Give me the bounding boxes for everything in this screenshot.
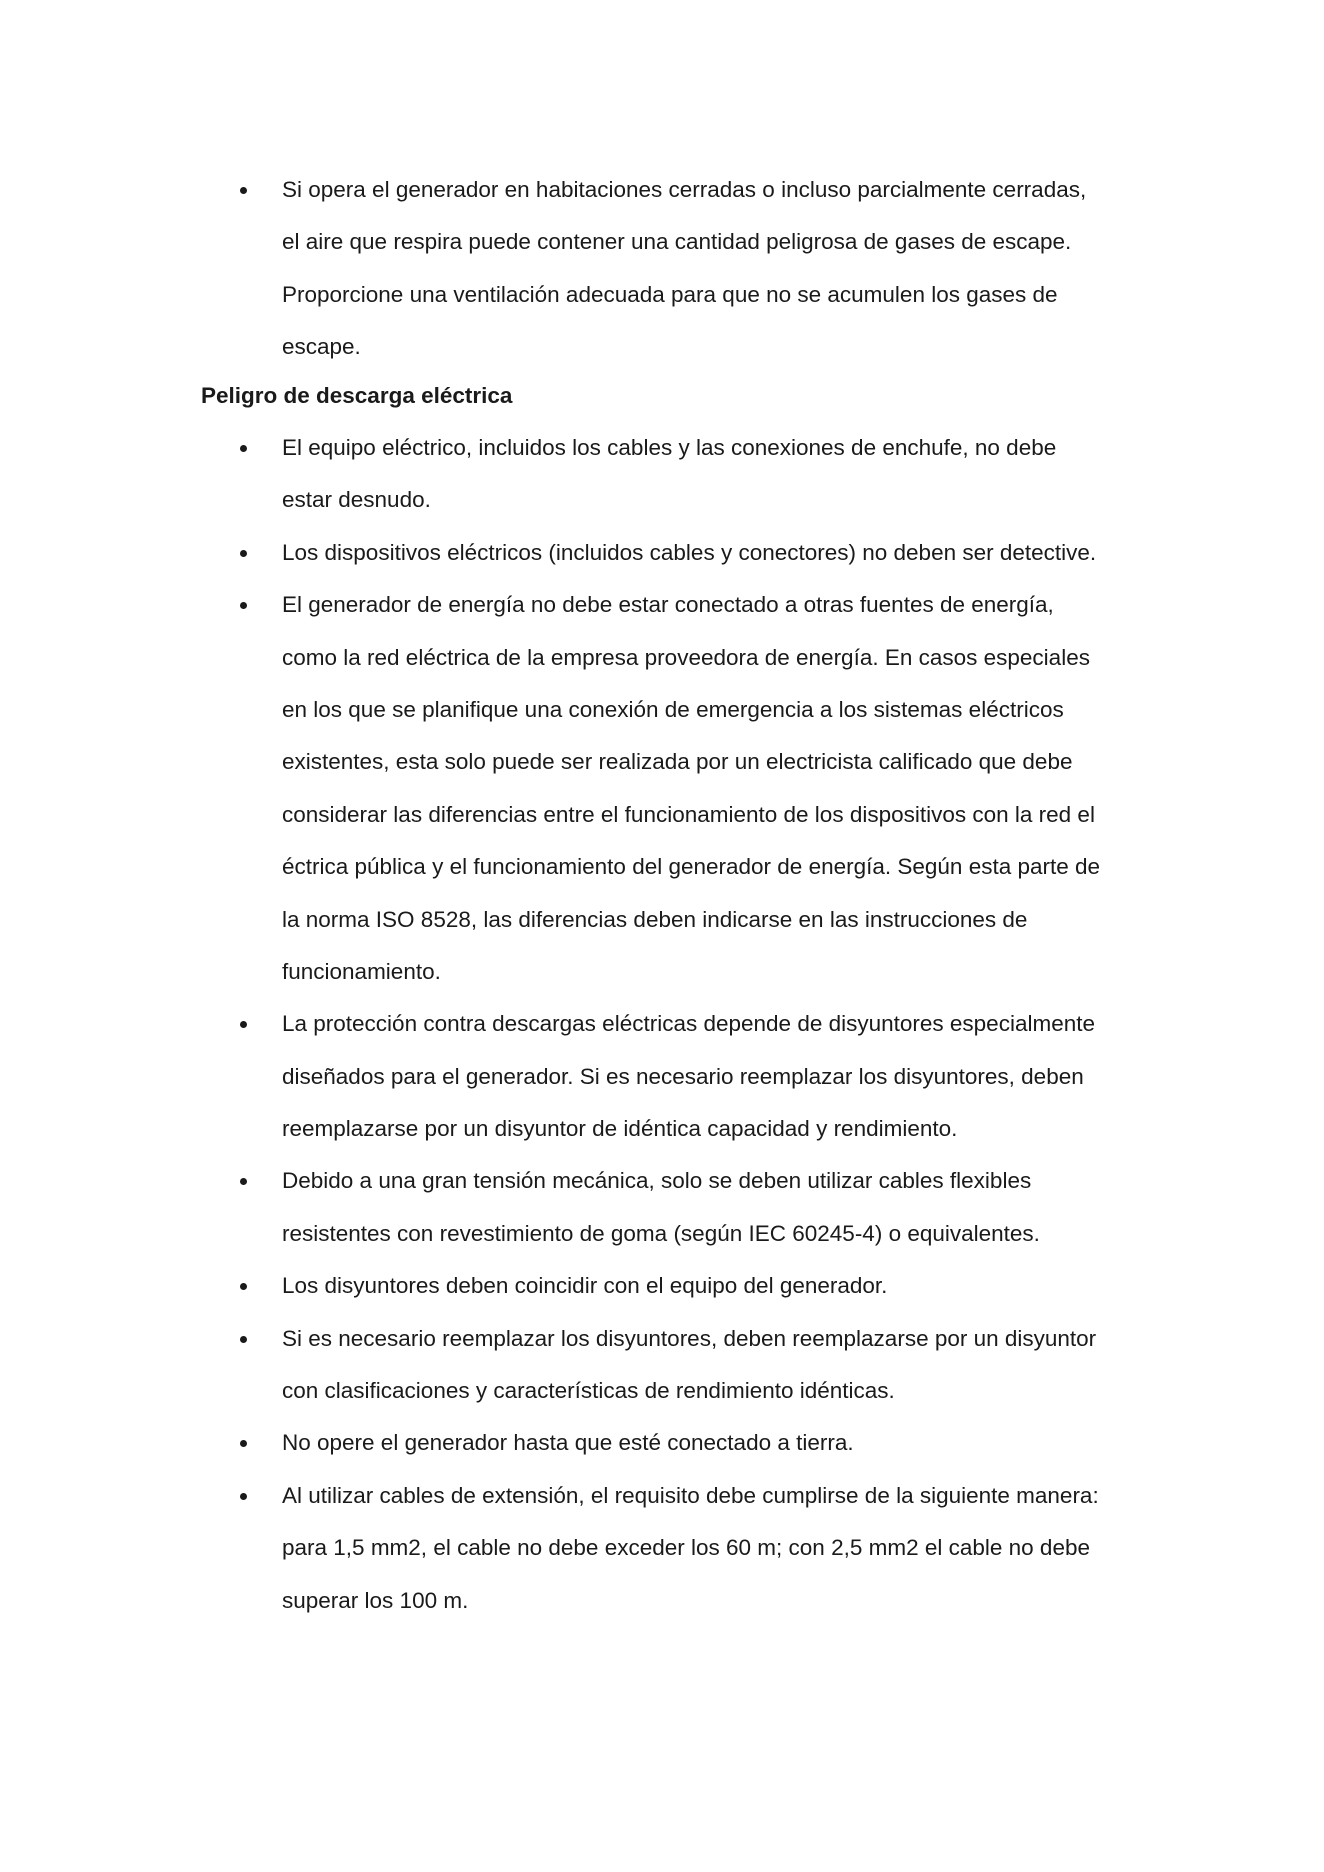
- list-item: [0, 1417, 1324, 1469]
- list-item: [0, 164, 1324, 374]
- text-line: para 1,5 mm2, el cable no debe exceder los 60 m; con 2,5 mm2 el cable no debe: [282, 1535, 1090, 1561]
- text-line: Al utilizar cables de extensión, el requisito debe cumplirse de la siguiente manera:: [282, 1482, 1099, 1508]
- text-line: Proporcione una ventilación adecuada para que no se acumulen los gases de: [282, 281, 1058, 307]
- text-line: diseñados para el generador. Si es necesario reemplazar los disyuntores, deben: [282, 1063, 1084, 1089]
- list-item: [0, 527, 1324, 579]
- text-line: funcionamiento.: [282, 958, 441, 984]
- text-line: reemplazarse por un disyuntor de idéntica capacidad y rendimiento.: [282, 1116, 958, 1142]
- text-line: Los disyuntores deben coincidir con el equipo del generador.: [282, 1273, 888, 1299]
- text-line: con clasificaciones y características de rendimiento idénticas.: [282, 1378, 895, 1404]
- bullet-icon: [240, 445, 247, 452]
- bullet-list-electric-shock: [0, 422, 1324, 1627]
- text-line: Si opera el generador en habitaciones cerradas o incluso parcialmente cerradas,: [282, 177, 1087, 202]
- text-line: la norma ISO 8528, las diferencias deben indicarse en las instrucciones de: [282, 906, 1028, 932]
- bullet-icon: [240, 1440, 247, 1447]
- text-line: considerar las diferencias entre el funcionamiento de los dispositivos con la red el: [282, 801, 1095, 827]
- text-line: El generador de energía no debe estar conectado a otras fuentes de energía,: [282, 592, 1054, 618]
- bullet-icon: [240, 1493, 247, 1500]
- bullet-icon: [240, 1283, 247, 1290]
- list-item: [0, 1313, 1324, 1418]
- bullet-list-ventilation: [0, 164, 1324, 374]
- list-item: [0, 579, 1324, 998]
- list-item: [0, 1470, 1324, 1627]
- text-line: en los que se planifique una conexión de emergencia a los sistemas eléctricos: [282, 696, 1064, 722]
- bullet-icon: [240, 550, 247, 557]
- bullet-icon: [240, 1336, 247, 1343]
- text-line: éctrica pública y el funcionamiento del generador de energía. Según esta parte de: [282, 854, 1101, 880]
- text-line: Debido a una gran tensión mecánica, solo se deben utilizar cables flexibles: [282, 1168, 1032, 1194]
- text-line: escape.: [282, 334, 361, 360]
- text-line: superar los 100 m.: [282, 1587, 469, 1613]
- text-line: estar desnudo.: [282, 487, 431, 513]
- text-line: No opere el generador hasta que esté conectado a tierra.: [282, 1430, 854, 1456]
- list-item: [0, 1260, 1324, 1312]
- bullet-icon: [240, 1021, 247, 1028]
- text-line: La protección contra descargas eléctricas depende de disyuntores especialmente: [282, 1011, 1095, 1037]
- section-heading: Peligro de descarga eléctrica: [201, 383, 513, 408]
- bullet-icon: [240, 187, 247, 194]
- text-line: El equipo eléctrico, incluidos los cables y las conexiones de enchufe, no debe: [282, 435, 1057, 460]
- text-line: Si es necesario reemplazar los disyuntores, deben reemplazarse por un disyuntor: [282, 1325, 1097, 1351]
- text-line: existentes, esta solo puede ser realizada por un electricista calificado que debe: [282, 749, 1073, 775]
- list-item: [0, 998, 1324, 1155]
- list-item: [0, 1155, 1324, 1260]
- text-line: el aire que respira puede contener una cantidad peligrosa de gases de escape.: [282, 229, 1072, 255]
- list-item: [0, 422, 1324, 527]
- text-line: resistentes con revestimiento de goma (según IEC 60245-4) o equivalentes.: [282, 1220, 1040, 1246]
- bullet-icon: [240, 1178, 247, 1185]
- bullet-icon: [240, 602, 247, 609]
- text-line: Los dispositivos eléctricos (incluidos cables y conectores) no deben ser detective.: [282, 539, 1097, 565]
- text-line: como la red eléctrica de la empresa proveedora de energía. En casos especiales: [282, 644, 1090, 670]
